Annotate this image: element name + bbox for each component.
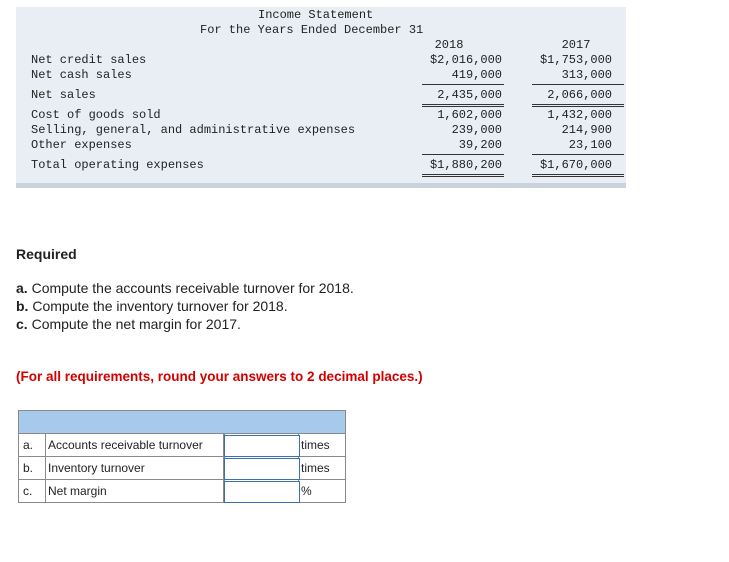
underline-other-2017 <box>532 154 624 155</box>
value-2017-net-sales: 2,066,000 <box>547 88 612 102</box>
year-header-2017: 2017 <box>561 38 591 52</box>
value-2018-net-cash-sales: 419,000 <box>451 68 502 82</box>
double-underline-total-2017-a <box>532 174 624 175</box>
row-label-net-credit-sales: Net credit sales <box>31 53 147 67</box>
underline-net-cash-2018 <box>422 84 504 85</box>
requirement-b-text: Compute the inventory turnover for 2018. <box>32 298 288 314</box>
required-heading: Required <box>16 246 77 262</box>
answer-row-c-input-cell <box>224 480 299 503</box>
value-2018-sga: 239,000 <box>451 123 502 137</box>
double-underline-net-sales-2017-b <box>532 106 624 107</box>
row-label-other-expenses: Other expenses <box>31 138 132 152</box>
value-2018-other-expenses: 39,200 <box>458 138 502 152</box>
value-2018-cogs: 1,602,000 <box>437 108 502 122</box>
double-underline-total-2018-a <box>422 174 504 175</box>
answer-row-b-input-cell <box>224 457 299 480</box>
requirement-c-letter: c. <box>16 316 28 332</box>
value-2018-total-operating-expenses: $1,880,200 <box>429 158 502 172</box>
answer-row-c-unit: % <box>299 480 346 503</box>
statement-title: Income Statement <box>258 8 374 22</box>
value-2017-other-expenses: 23,100 <box>568 138 612 152</box>
answer-row-c-label: Net margin <box>46 480 224 503</box>
requirement-c-text: Compute the net margin for 2017. <box>31 316 241 332</box>
answer-row-b-letter: b. <box>19 457 46 480</box>
requirement-a-text: Compute the accounts receivable turnover for 2018. <box>31 280 354 296</box>
value-2017-sga: 214,900 <box>561 123 612 137</box>
net-margin-input[interactable] <box>224 481 300 503</box>
answer-row-c-letter: c. <box>19 480 46 503</box>
value-2017-cogs: 1,432,000 <box>547 108 612 122</box>
year-header-2018: 2018 <box>434 38 464 52</box>
row-label-net-cash-sales: Net cash sales <box>31 68 132 82</box>
answer-row-net-margin <box>19 480 346 503</box>
requirement-b <box>16 298 288 314</box>
answer-row-a-unit: times <box>299 434 346 457</box>
inventory-turnover-input[interactable] <box>224 458 300 480</box>
double-underline-total-2018-b <box>422 176 504 177</box>
answer-row-a-letter: a. <box>19 434 46 457</box>
statement-subtitle: For the Years Ended December 31 <box>200 23 424 37</box>
answer-table-header <box>19 411 346 434</box>
row-label-total-operating-expenses: Total operating expenses <box>31 158 204 172</box>
requirement-a-letter: a. <box>16 280 28 296</box>
answer-row-b-label: Inventory turnover <box>46 457 224 480</box>
row-label-net-sales: Net sales <box>31 88 96 102</box>
answer-row-a-label: Accounts receivable turnover <box>46 434 224 457</box>
rounding-note: (For all requirements, round your answers to 2 decimal places.) <box>16 369 423 384</box>
double-underline-net-sales-2017-a <box>532 104 624 105</box>
accounts-receivable-turnover-input[interactable] <box>224 435 300 457</box>
double-underline-net-sales-2018-a <box>422 104 504 105</box>
income-statement <box>16 7 626 188</box>
value-2017-net-credit-sales: $1,753,000 <box>539 53 612 67</box>
row-label-sga: Selling, general, and administrative expenses <box>31 123 356 137</box>
answer-row-a-input-cell <box>224 434 299 457</box>
answer-row-b-unit: times <box>299 457 346 480</box>
value-2018-net-credit-sales: $2,016,000 <box>429 53 502 67</box>
answer-table-header-cell <box>19 411 346 434</box>
answer-row-inventory-turnover <box>19 457 346 480</box>
underline-net-cash-2017 <box>532 84 624 85</box>
requirement-a <box>16 280 354 296</box>
row-label-cogs: Cost of goods sold <box>31 108 161 122</box>
underline-other-2018 <box>422 154 504 155</box>
answer-row-accounts-receivable-turnover <box>19 434 346 457</box>
requirement-c <box>16 316 241 332</box>
requirement-b-letter: b. <box>16 298 29 314</box>
answer-table <box>18 410 346 503</box>
value-2018-net-sales: 2,435,000 <box>437 88 502 102</box>
double-underline-net-sales-2018-b <box>422 106 504 107</box>
double-underline-total-2017-b <box>532 176 624 177</box>
value-2017-total-operating-expenses: $1,670,000 <box>539 158 612 172</box>
value-2017-net-cash-sales: 313,000 <box>561 68 612 82</box>
